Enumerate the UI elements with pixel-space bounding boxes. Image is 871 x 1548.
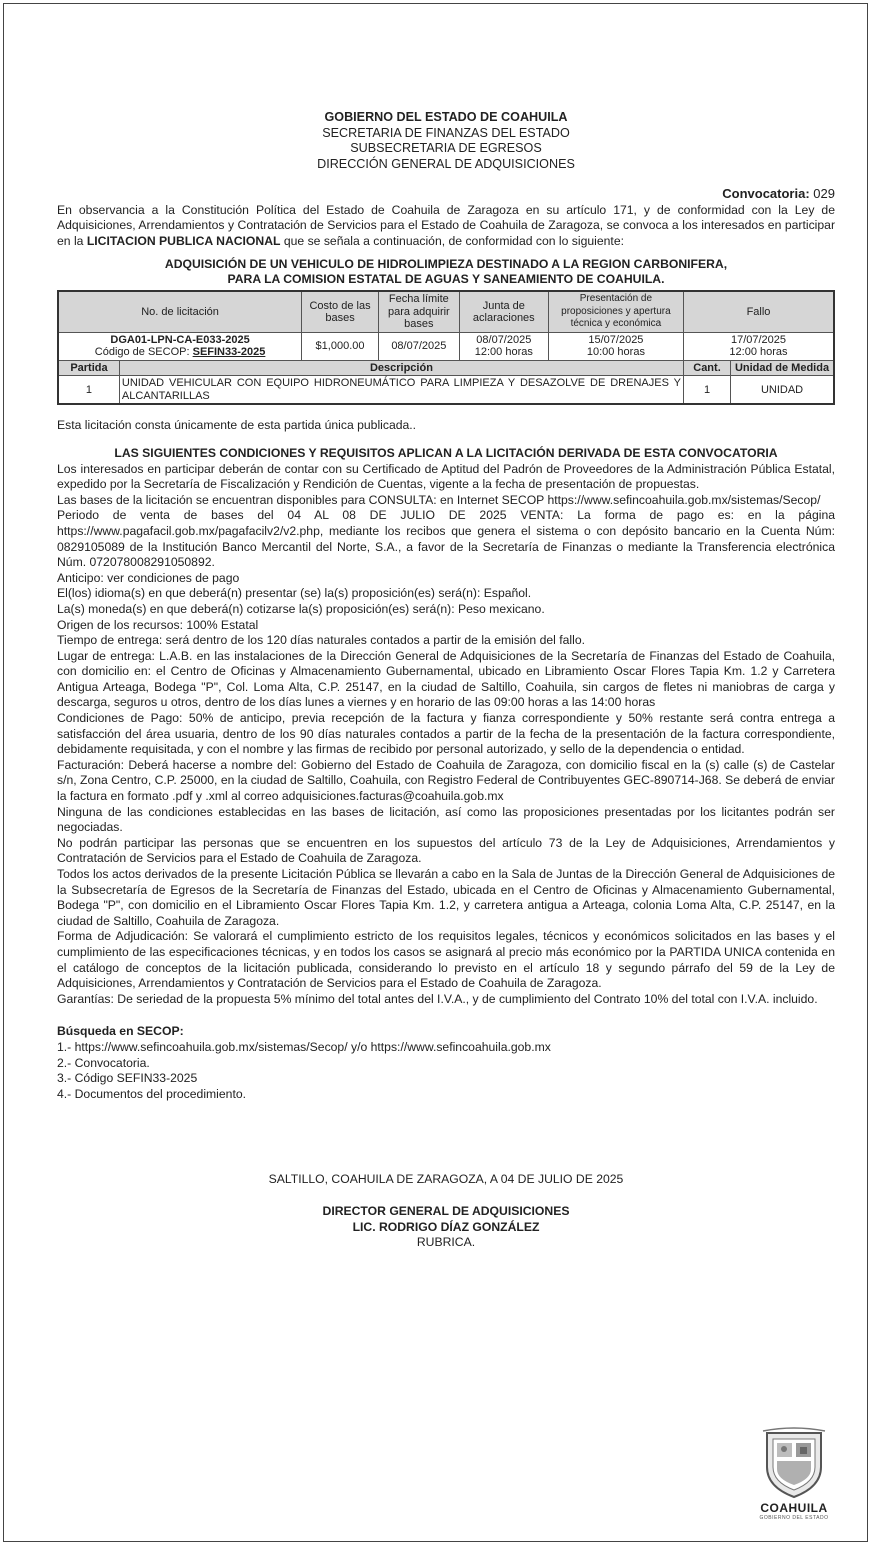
header-direccion: DIRECCIÓN GENERAL DE ADQUISICIONES [317, 156, 575, 171]
condition-paragraph: Tiempo de entrega: será dentro de los 120 días naturales contados a partir de la emisión del fallo. [57, 633, 585, 648]
intro-text-after: que se señala a continuación, de conformidad con lo siguiente: [280, 233, 624, 248]
cell-descripcion: UNIDAD VEHICULAR CON EQUIPO HIDRONEUMÁTICO PARA LIMPIEZA Y DESAZOLVE DE DRENAJES Y ALCANTARILLAS [119, 376, 683, 405]
cell-cant: 1 [683, 376, 730, 405]
th-licitacion: No. de licitación [58, 291, 302, 332]
conditions-title: LAS SIGUIENTES CONDICIONES Y REQUISITOS APLICAN A LA LICITACIÓN DERIVADA DE ESTA CONVOCATORIA [114, 445, 778, 460]
condition-paragraph: Forma de Adjudicación: Se valorará el cumplimiento estricto de los requisitos legales, técnicos y económicos solicitados en las bases y el cumplimiento de las especificaciones técnicas, y en todos los casos se asignará al precio más económico por la PARTIDA UNICA contenida en el catálogo de conceptos de la licitación publicada, considerando lo previsto en el artículo 18 y segundo párrafo del 59 de la Ley de Adquisiciones, Arrendamientos y Contratación de Servicios para el Estado de Coahuila de Zaragoza. [57, 929, 835, 991]
condition-paragraph: El(los) idioma(s) en que deberá(n) presentar (se) la(s) proposición(es) será(n): Español. [57, 586, 532, 601]
condition-paragraph: Condiciones de Pago: 50% de anticipo, previa recepción de la factura y fianza correspondiente y 50% restante será contra entrega a satisfacción del área usuaria, dentro de los 90 días naturales contados a partir de la fecha de la presentación de la factura correspondiente, debidamente requisitada, y con el nombre y las firmas de recibido por personal autorizado, y sello de la dependencia o entidad. [57, 711, 835, 757]
convocatoria-number [57, 186, 835, 202]
th-partida-text: Partida [70, 361, 108, 374]
cell-junta [459, 332, 548, 360]
coahuila-logo [749, 1427, 839, 1521]
th-junta: Junta de aclaraciones [459, 291, 548, 332]
document-page [3, 3, 868, 1542]
search-title: Búsqueda en SECOP: [57, 1024, 184, 1039]
cell-fallo [683, 332, 834, 360]
cell-presentacion [548, 332, 683, 360]
search-list [57, 1040, 835, 1102]
condition-paragraph: Lugar de entrega: L.A.B. en las instalaciones de la Dirección General de Adquisiciones de la Secretaría de Finanzas del Estado de Coahuila, con domicilio en: el Centro de Oficinas y Almacenamiento Gubernamental, ubicado en Libramiento Oscar Flores Tapia Km. 1.2 y Carretera Antigua Arteaga, Bodega "P", Col. Loma Alta, C.P. 25147, en la ciudad de Saltillo, Coahuila, sin cargos de fletes ni maniobras de carga y descarga, seguros u otros, dentro de los días lunes a viernes y en horario de las 09:00 horas a las 14:00 horas [57, 648, 835, 710]
licitacion-number: DGA01-LPN-CA-E033-2025 [110, 333, 250, 346]
table-header-row [58, 291, 834, 332]
conditions-list [57, 462, 835, 1008]
presentacion-date: 15/07/2025 [588, 333, 644, 346]
condition-paragraph: No podrán participar las personas que se encuentren en los supuestos del artículo 73 de la Ley de Adquisiciones, Arrendamientos y Contratación de Servicios para el Estado de Coahuila de Zaragoza. [57, 835, 835, 866]
table-row [58, 376, 834, 405]
junta-time: 12:00 horas [474, 346, 533, 359]
partida-note: Esta licitación consta únicamente de esta partida única publicada.. [57, 418, 417, 433]
condition-paragraph: Las bases de la licitación se encuentran disponibles para CONSULTA: en Internet SECOP https://www.sefincoahuila.gob.mx/sistemas/Secop/ [57, 492, 821, 507]
condition-paragraph: Origen de los recursos: 100% Estatal [57, 617, 259, 632]
header-subsecretaria: SUBSECRETARIA DE EGRESOS [350, 141, 542, 155]
list-item: 2.- Convocatoria. [57, 1055, 150, 1070]
th-unidad-text: Unidad de Medida [734, 361, 830, 374]
cell-licitacion [58, 332, 302, 360]
secop-label: Código de SECOP: [94, 346, 193, 359]
convocatoria-value: 029 [813, 186, 835, 201]
items-header-row [58, 360, 834, 376]
document-header [57, 110, 835, 172]
place-date: SALTILLO, COAHUILA DE ZARAGOZA, A 04 DE JULIO DE 2025 [268, 1172, 624, 1187]
coat-of-arms-icon [759, 1427, 829, 1499]
cell-fecha: 08/07/2025 [378, 332, 459, 360]
signer-name: LIC. RODRIGO DÍAZ GONZÁLEZ [352, 1219, 540, 1234]
th-presentacion: Presentación de proposiciones y apertura técnica y económica [548, 291, 683, 332]
condition-paragraph: Periodo de venta de bases del 04 AL 08 DE JULIO DE 2025 VENTA: La forma de pago es: en la página https://www.pagafacil.gob.mx/pagafacilv2/v2.php, mediante los recibos que genera el sistema o con depósito bancario en la Cuenta Núm: 0829105089 de la Institución Banco Mercantil del Norte, S.A., a favor de la Secretaría de Finanzas o mediante la Transferencia electrónica Núm. 072078008291050892. [57, 508, 835, 570]
th-cant [683, 360, 730, 376]
list-item: 1.- https://www.sefincoahuila.gob.mx/sistemas/Secop/ y/o https://www.sefincoahuila.gob.mx [57, 1039, 551, 1054]
secop-code: SEFIN33-2025 [192, 346, 266, 359]
th-costo: Costo de las bases [302, 291, 379, 332]
list-item: 4.- Documentos del procedimiento. [57, 1086, 247, 1101]
th-fecha: Fecha límite para adquirir bases [378, 291, 459, 332]
object-line-1: ADQUISICIÓN DE UN VEHICULO DE HIDROLIMPIEZA DESTINADO A LA REGION CARBONIFERA, [164, 257, 728, 272]
condition-paragraph: Anticipo: ver condiciones de pago [57, 570, 240, 585]
condition-paragraph: Los interesados en participar deberán de contar con su Certificado de Aptitud del Padrón de Proveedores de la Administración Pública Estatal, expedido por la Secretaría de Fiscalización y Rendición de Cuentas, vigente a la fecha de presentación de propuestas. [57, 461, 835, 492]
intro-text-before: En observancia a la Constitución Política del Estado de Coahuila de Zaragoza en su artículo 171, y de conformidad con la Ley de Adquisiciones, Arrendamientos y Contratación de Servicios para el Estado de Coahuila de Zaragoza, se convoca a los interesados en participar en la [57, 202, 835, 248]
condition-paragraph: La(s) moneda(s) en que deberá(n) cotizarse la(s) proposición(es) será(n): Peso mexicano. [57, 601, 545, 616]
th-cant-text: Cant. [693, 361, 721, 374]
intro-paragraph [57, 203, 835, 250]
cell-unidad: UNIDAD [731, 376, 834, 405]
header-secretaria: SECRETARIA DE FINANZAS DEL ESTADO [322, 125, 570, 140]
convocatoria-label: Convocatoria: [722, 186, 810, 201]
condition-paragraph: Facturación: Deberá hacerse a nombre del: Gobierno del Estado de Coahuila de Zaragoza, con domicilio fiscal en la (s) calle (s) de Castelar s/n, Zona Centro, C.P. 25000, en la ciudad de Saltillo, Coahuila, con Registro Federal de Contribuyentes GEC-890714-J68. Se deberá de enviar la factura en formato .pdf y .xml al correo adquisiciones.facturas@coahuila.gob.mx [57, 757, 835, 804]
condition-paragraph: Todos los actos derivados de la presente Licitación Pública se llevarán a cabo en la Sala de Juntas de la Dirección General de Adquisiciones de la Subsecretaría de Egresos de la Secretaría de Finanzas del Estado, ubicada en el Centro de Oficinas y Almacenamiento Gubernamental, Bodega "P", con domicilio en el Libramiento Oscar Flores Tapia Km. 1.2, y carretera antigua a Arteaga, colonia Loma Alta, C.P. 25147, en la ciudad de Saltillo, Coahuila de Zaragoza. [57, 867, 835, 928]
condition-paragraph: Ninguna de las condiciones establecidas en las bases de licitación, así como las proposiciones presentadas por los licitantes podrán ser negociadas. [57, 804, 835, 835]
intro-text-bold: LICITACION PUBLICA NACIONAL [86, 233, 281, 248]
fallo-date: 17/07/2025 [730, 333, 787, 346]
th-fallo: Fallo [683, 291, 834, 332]
junta-date: 08/07/2025 [476, 333, 532, 346]
licitacion-table [57, 290, 835, 405]
condition-paragraph: Garantías: De seriedad de la propuesta 5% mínimo del total antes del I.V.A., y de cumplimiento del Contrato 10% del total con I.V.A. incluido. [57, 991, 818, 1006]
document-body [57, 110, 835, 1251]
logo-name: COAHUILA [760, 1501, 828, 1515]
fallo-time: 12:00 horas [729, 346, 788, 359]
presentacion-time: 10:00 horas [586, 346, 645, 359]
procurement-object [57, 257, 835, 287]
th-partida [58, 360, 119, 376]
table-row [58, 332, 834, 360]
header-government: GOBIERNO DEL ESTADO DE COAHUILA [324, 110, 568, 124]
th-descripcion-text: Descripción [369, 361, 433, 374]
object-line-2: PARA LA COMISION ESTATAL DE AGUAS Y SANEAMIENTO DE COAHUILA. [227, 272, 665, 287]
th-descripcion [119, 360, 683, 376]
logo-subtitle: GOBIERNO DEL ESTADO [759, 1515, 829, 1521]
cell-costo: $1,000.00 [302, 332, 379, 360]
signer-position: DIRECTOR GENERAL DE ADQUISICIONES [322, 1203, 570, 1218]
th-unidad [731, 360, 834, 376]
cell-partida: 1 [58, 376, 119, 405]
list-item: 3.- Código SEFIN33-2025 [57, 1071, 198, 1086]
rubrica: RUBRICA. [416, 1235, 476, 1250]
